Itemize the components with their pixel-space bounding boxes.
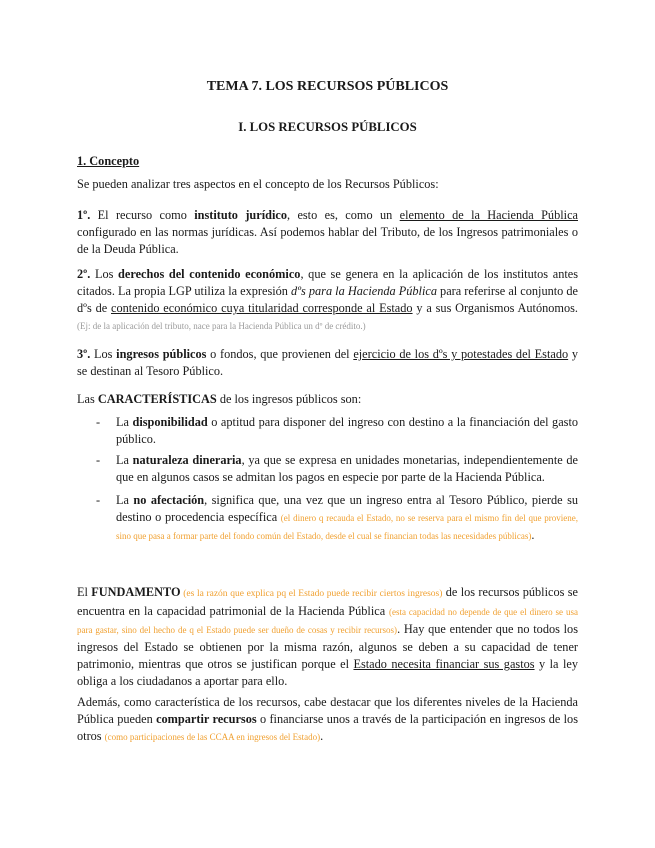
characteristics-bold: CARACTERÍSTICAS: [97, 392, 217, 406]
ademas-bold: compartir recursos: [156, 712, 257, 726]
list-item: - La naturaleza dineraria, ya que se expresa en unidades monetarias, independientemente de que en algunos casos se admitan los pagos en especie por parte de la Hacienda Pública.: [96, 453, 578, 484]
fundamento-bold: FUNDAMENTO: [91, 585, 181, 599]
aspect-1-number: 1º.: [77, 208, 91, 222]
aspect-2-underline: contenido económico cuya titularidad corresponde al Estado: [111, 301, 413, 315]
characteristic-bold: no afectación: [133, 493, 205, 507]
aspect-2-number: 2º.: [77, 267, 91, 281]
aspect-3-number: 3º.: [77, 347, 91, 361]
bullet-dash: -: [96, 493, 101, 507]
intro-paragraph: Se pueden analizar tres aspectos en el concepto de los Recursos Públicos:: [77, 177, 439, 191]
fundamento-underline: Estado necesita financiar sus gastos: [353, 657, 535, 671]
aspect-1-paragraph: 1º. El recurso como instituto jurídico, esto es, como un elemento de la Hacienda Pública configurado en las normas jurídicas. Así podemos hablar del Tributo, de los Ingresos patrimoniales o de la Deuda Pública.: [77, 208, 578, 256]
characteristic-bold: naturaleza dineraria: [132, 453, 242, 467]
bullet-dash: -: [96, 415, 101, 429]
subsection-heading: [77, 153, 578, 170]
aspect-2-note: (Ej: de la aplicación del tributo, nace para la Hacienda Pública un dº de crédito.): [77, 321, 366, 331]
bullet-dash: -: [96, 453, 101, 467]
aspect-3-underline: ejercicio de los dºs y potestades del Estado: [353, 347, 569, 361]
aspect-3-bold: ingresos públicos: [116, 347, 207, 361]
aspect-2-italic: dºs para la Hacienda Pública: [291, 284, 437, 298]
aspect-2-bold: derechos del contenido económico: [118, 267, 301, 281]
characteristic-bold: disponibilidad: [132, 415, 208, 429]
characteristics-intro: Las CARACTERÍSTICAS de los ingresos públicos son:: [77, 392, 362, 406]
characteristic-note: (el dinero q recauda el Estado, no se reserva para el mismo fin del que proviene, sino que pasa a formar parte del fondo común del Estado, desde el cual se financian todas las necesidades públicas): [116, 513, 578, 541]
ademas-note: (como participaciones de las CCAA en ingresos del Estado): [104, 732, 321, 742]
ademas-paragraph: Además, como característica de los recursos, cabe destacar que los diferentes niveles de la Hacienda Pública pueden compartir recursos o financiarse unos a través de la participación en ingresos de los otros (como participaciones de las CCAA en ingresos del Estado).: [77, 695, 578, 743]
characteristics-list: [77, 414, 578, 545]
subsection-heading-text: 1. Concepto: [77, 154, 140, 168]
fundamento-note-1: (es la razón que explica pq el Estado puede recibir ciertos ingresos): [180, 589, 443, 599]
section-title: I. LOS RECURSOS PÚBLICOS: [238, 120, 417, 134]
aspect-3-paragraph: 3º. Los ingresos públicos o fondos, que provienen del ejercicio de los dºs y potestades del Estado y se destinan al Tesoro Público.: [77, 347, 578, 378]
aspect-1-bold: instituto jurídico: [194, 208, 287, 222]
aspect-2-paragraph: 2º. Los derechos del contenido económico, que se genera en la aplicación de los institutos antes citados. La propia LGP utiliza la expresión dºs para la Hacienda Pública para referirse al conjunto de dºs de contenido económico cuya titularidad corresponde al Estado y a sus Organismos Autónomos. (Ej: de la aplicación del tributo, nace para la Hacienda Pública un dº de crédito.): [77, 267, 578, 331]
document-title: TEMA 7. LOS RECURSOS PÚBLICOS: [206, 79, 449, 94]
fundamento-paragraph: El FUNDAMENTO (es la razón que explica pq el Estado puede recibir ciertos ingresos) de los recursos públicos se encuentra en la capacidad patrimonial de la Hacienda Pública (esta capacidad no depende de que el dinero se usa para gastar, sino del hecho de q el Estado puede ser dueño de cosas y recibir recursos). Hay que entender que no todos los ingresos del Estado se obtienen por la misma razón, algunos se deben a su capacidad de tener patrimonio, mientras que otros se justifican porque el Estado necesita financiar sus gastos y la ley obliga a los ciudadanos a aportar para ello.: [77, 585, 578, 688]
list-item: - La no afectación, significa que, una vez que un ingreso entra al Tesoro Público, pierde su destino o procedencia específica (el dinero q recauda el Estado, no se reserva para el mismo fin del que proviene, sino que pasa a formar parte del fondo común del Estado, desde el cual se financian todas las necesidades públicas).: [96, 493, 579, 542]
list-item: - La disponibilidad o aptitud para disponer del ingreso con destino a la financiación del gasto público.: [96, 415, 579, 446]
fundamento-note-2: (esta capacidad no depende de que el dinero se usa para gastar, sino del hecho de q el Estado puede ser dueño de cosas y recibir recursos): [77, 607, 578, 635]
aspect-1-underline: elemento de la Hacienda Pública: [399, 208, 578, 222]
